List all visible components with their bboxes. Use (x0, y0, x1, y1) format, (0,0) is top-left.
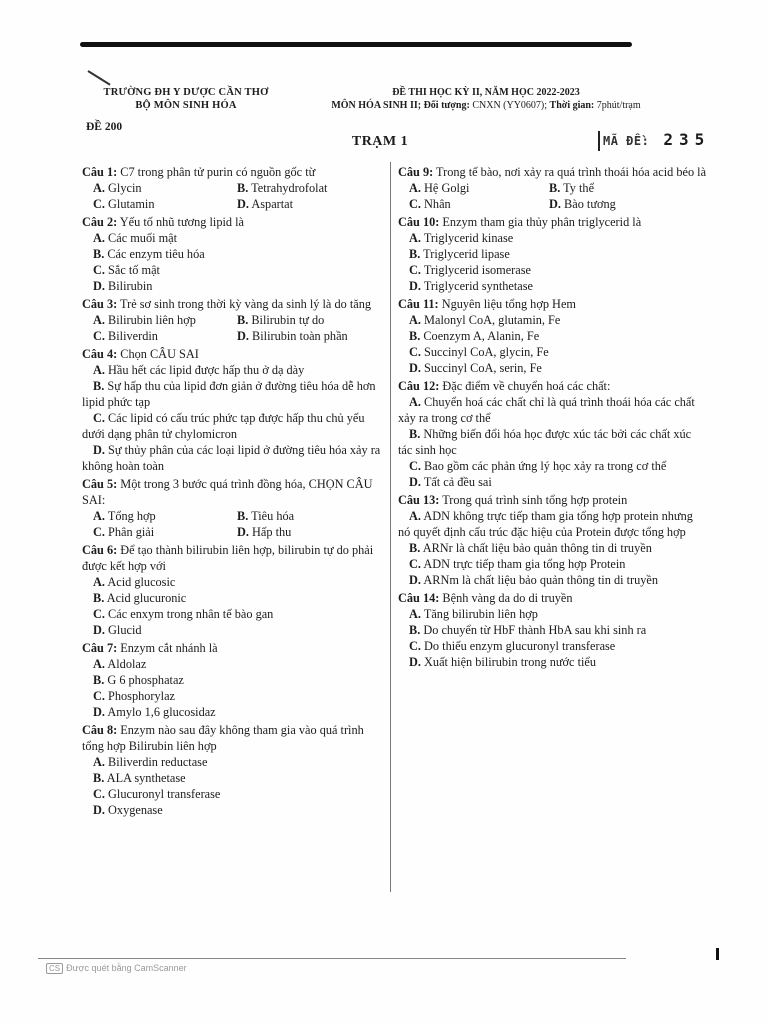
option-b (93, 246, 386, 262)
option-text: Sự thủy phân của các loại lipid ở đường tiêu hóa xảy ra không hoàn toàn (82, 443, 381, 473)
option-a (82, 362, 386, 378)
option-d (237, 196, 386, 212)
column-divider (390, 162, 391, 892)
option-text: Glutamin (108, 197, 155, 211)
option-d (398, 474, 708, 490)
option-b (398, 426, 708, 458)
question-7 (82, 640, 386, 720)
option-letter: A. (93, 231, 105, 245)
option-a (398, 508, 708, 540)
option-letter: B. (409, 329, 421, 343)
station-title: TRẠM 1 (351, 134, 409, 149)
option-c (93, 688, 386, 704)
exam-subtitle (300, 99, 672, 112)
option-c (409, 196, 549, 212)
option-text: Tiêu hóa (251, 509, 295, 523)
option-text: Hấp thu (252, 525, 292, 539)
option-d (409, 654, 708, 670)
option-c (82, 410, 386, 442)
question-text (82, 214, 386, 230)
exam-target-label: Đối tượng: (423, 100, 470, 111)
question-label: Câu 4: (82, 347, 118, 361)
question-12 (398, 378, 708, 490)
option-text: Bilirubin tự do (251, 313, 325, 327)
question-stem: Nguyên liệu tổng hợp Hem (438, 297, 576, 311)
option-d (93, 622, 386, 638)
question-5 (82, 476, 386, 540)
option-text: Do chuyển từ HbF thành HbA sau khi sinh ra (423, 623, 647, 637)
option-text: G 6 phosphataz (107, 673, 184, 687)
option-letter: A. (93, 657, 105, 671)
option-a (93, 574, 386, 590)
option-letter: C. (93, 329, 105, 343)
option-text: Tất cả đều sai (423, 475, 492, 489)
option-c (93, 262, 386, 278)
question-stem: Enzym nào sau đây không tham gia vào quá trình tổng hợp Bilirubin liên hợp (82, 723, 364, 753)
question-8 (82, 722, 386, 818)
answer-list (398, 312, 708, 376)
option-letter: D. (237, 525, 249, 539)
scanner-watermark (46, 963, 187, 974)
option-text: ADN không trực tiếp tham gia tổng hợp protein nhưng nó quyết định cấu trúc đặc hiệu của Protein được tổng hợp (398, 509, 693, 539)
option-text: Aldolaz (107, 657, 147, 671)
option-text: Succinyl CoA, glycin, Fe (424, 345, 549, 359)
option-letter: A. (93, 575, 105, 589)
scanner-text: Được quét bằng CamScanner (66, 963, 187, 973)
question-label: Câu 9: (398, 165, 434, 179)
option-letter: D. (409, 361, 421, 375)
question-text (82, 164, 386, 180)
option-text: Chuyển hoá các chất chỉ là quá trình thoái hóa các chất xảy ra trong cơ thể (398, 395, 695, 425)
option-d (93, 802, 386, 818)
option-letter: D. (409, 475, 421, 489)
option-letter: C. (409, 557, 421, 571)
option-d (409, 360, 708, 376)
option-text: Tetrahydrofolat (251, 181, 328, 195)
question-4 (82, 346, 386, 474)
option-letter: D. (93, 623, 105, 637)
option-letter: D. (93, 279, 105, 293)
option-d (409, 278, 708, 294)
option-letter: B. (237, 313, 249, 327)
option-letter: B. (409, 541, 421, 555)
option-letter: A. (409, 231, 421, 245)
question-label: Câu 5: (82, 477, 118, 491)
answer-list (82, 754, 386, 818)
option-a (93, 656, 386, 672)
option-letter: B. (93, 673, 105, 687)
option-text: Nhân (424, 197, 451, 211)
question-text (82, 640, 386, 656)
exam-code-label: MÃ ĐỀ: (603, 134, 650, 148)
option-text: ADN trực tiếp tham gia tổng hợp Protein (423, 557, 626, 571)
option-text: Amylo 1,6 glucosidaz (107, 705, 216, 719)
question-stem: Trong quá trình sinh tổng hợp protein (439, 493, 628, 507)
option-b (93, 770, 386, 786)
option-text: Các muối mật (108, 231, 178, 245)
option-c (398, 556, 708, 572)
answer-list (82, 230, 386, 294)
question-text (82, 476, 386, 508)
option-text: Glycin (108, 181, 142, 195)
question-6 (82, 542, 386, 638)
option-c (398, 458, 708, 474)
option-c (409, 262, 708, 278)
question-text (398, 164, 708, 180)
option-text: Bilirubin liên hợp (108, 313, 196, 327)
option-letter: B. (409, 427, 421, 441)
option-text: Các enzym tiêu hóa (107, 247, 205, 261)
option-c (93, 524, 237, 540)
option-text: Tăng bilirubin liên hợp (423, 607, 538, 621)
question-text (82, 542, 386, 574)
exam-code-bar (598, 131, 600, 151)
question-label: Câu 12: (398, 379, 440, 393)
option-letter: C. (409, 639, 421, 653)
exam-header (300, 86, 672, 112)
question-stem: Trong tế bào, nơi xảy ra quá trình thoái hóa acid béo là (433, 165, 707, 179)
option-text: Hầu hết các lipid được hấp thu ở dạ dày (108, 363, 305, 377)
option-letter: B. (549, 181, 561, 195)
answer-list (82, 574, 386, 638)
option-letter: A. (409, 313, 421, 327)
option-b (237, 508, 386, 524)
option-text: Aspartat (251, 197, 294, 211)
option-letter: D. (409, 573, 421, 587)
exam-code-value: 235 (663, 130, 711, 149)
exam-time-label: Thời gian: (549, 100, 595, 111)
question-text (398, 214, 708, 230)
option-text: Những biến đổi hóa học được xúc tác bởi các chất xúc tác sinh học (398, 427, 692, 457)
question-13 (398, 492, 708, 588)
option-text: ALA synthetase (106, 771, 186, 785)
option-d (82, 442, 386, 474)
option-text: Sắc tố mật (108, 263, 160, 277)
question-label: Câu 11: (398, 297, 439, 311)
option-b (82, 378, 386, 410)
option-text: Triglycerid kinase (423, 231, 514, 245)
option-letter: C. (93, 689, 105, 703)
option-letter: C. (93, 411, 105, 425)
option-a (93, 180, 237, 196)
option-c (93, 786, 386, 802)
question-stem: Một trong 3 bước quá trình đồng hóa, CHỌN CÂU SAI: (82, 477, 373, 507)
question-label: Câu 8: (82, 723, 118, 737)
option-letter: A. (93, 755, 105, 769)
option-text: Succinyl CoA, serin, Fe (424, 361, 542, 375)
option-c (93, 196, 237, 212)
option-letter: B. (93, 591, 105, 605)
question-text (398, 378, 708, 394)
option-a (409, 180, 549, 196)
option-text: Glucuronyl transferase (108, 787, 221, 801)
option-b (93, 672, 386, 688)
option-letter: A. (409, 181, 421, 195)
option-letter: A. (93, 181, 105, 195)
question-text (82, 722, 386, 754)
left-column (82, 164, 386, 820)
option-letter: C. (93, 263, 105, 277)
option-text: Acid glucosic (107, 575, 176, 589)
exam-target-value: CNXN (YY0607); (469, 100, 550, 111)
answer-list (82, 656, 386, 720)
question-label: Câu 13: (398, 493, 440, 507)
question-label: Câu 1: (82, 165, 118, 179)
option-letter: B. (237, 509, 249, 523)
option-letter: C. (409, 345, 421, 359)
option-b (409, 328, 708, 344)
option-text: Triglycerid isomerase (423, 263, 531, 277)
option-a (93, 508, 237, 524)
option-c (93, 606, 386, 622)
question-stem: Đặc điểm về chuyển hoá các chất: (439, 379, 611, 393)
option-a (93, 754, 386, 770)
option-text: Coenzym A, Alanin, Fe (423, 329, 540, 343)
option-d (237, 524, 386, 540)
question-text (82, 346, 386, 362)
exam-subject: MÔN HÓA SINH II; (331, 100, 424, 111)
question-1 (82, 164, 386, 212)
option-letter: B. (93, 247, 105, 261)
option-letter: D. (237, 197, 249, 211)
option-text: Sự hấp thu của lipid đơn giản ở đường tiêu hóa dễ hơn lipid phức tạp (82, 379, 376, 409)
option-d (237, 328, 386, 344)
option-letter: D. (237, 329, 249, 343)
option-text: Triglycerid lipase (423, 247, 510, 261)
option-text: ARNr là chất liệu bảo quản thông tin di truyền (422, 541, 652, 555)
option-letter: A. (93, 509, 105, 523)
question-stem: Enzym tham gia thủy phân triglycerid là (439, 215, 642, 229)
question-2 (82, 214, 386, 294)
option-text: Xuất hiện bilirubin trong nước tiểu (424, 655, 597, 669)
question-9 (398, 164, 708, 212)
option-b (409, 246, 708, 262)
question-stem: Bệnh vàng da do di truyền (439, 591, 573, 605)
option-a (409, 606, 708, 622)
question-label: Câu 14: (398, 591, 440, 605)
answer-grid (82, 312, 386, 344)
bottom-tick-mark (716, 948, 719, 960)
option-letter: B. (237, 181, 249, 195)
pen-mark (87, 70, 110, 85)
option-b (93, 590, 386, 606)
option-letter: A. (409, 395, 421, 409)
option-a (409, 312, 708, 328)
option-text: Bilirubin (108, 279, 153, 293)
camscanner-icon: CS (46, 963, 63, 974)
option-text: ARNm là chất liệu bảo quản thông tin di truyền (423, 573, 658, 587)
option-letter: D. (93, 803, 105, 817)
answer-grid (82, 180, 386, 212)
question-label: Câu 6: (82, 543, 118, 557)
question-11 (398, 296, 708, 376)
exam-code-box (598, 130, 710, 151)
option-text: Các enxym trong nhân tế bào gan (108, 607, 274, 621)
option-letter: D. (409, 279, 421, 293)
option-letter: A. (93, 313, 105, 327)
option-d (93, 704, 386, 720)
option-text: Bào tương (564, 197, 616, 211)
department-name: BỘ MÔN SINH HÓA (135, 100, 237, 111)
question-stem: Yếu tố nhũ tương lipid là (117, 215, 244, 229)
question-text (398, 492, 708, 508)
option-letter: C. (409, 459, 421, 473)
school-header (86, 86, 286, 112)
option-c (409, 638, 708, 654)
question-stem: Để tạo thành bilirubin liên hợp, bilirubin tự do phải được kết hợp với (82, 543, 374, 573)
question-stem: Enzym cắt nhánh là (117, 641, 218, 655)
option-text: Biliverdin (108, 329, 158, 343)
option-a (93, 230, 386, 246)
question-text (398, 296, 708, 312)
question-text (398, 590, 708, 606)
option-text: Tổng hợp (107, 509, 156, 523)
option-text: Bilirubin toàn phần (252, 329, 348, 343)
option-letter: B. (93, 379, 105, 393)
option-text: Phân giải (108, 525, 155, 539)
option-text: Glucid (108, 623, 142, 637)
option-text: Acid glucuronic (106, 591, 187, 605)
question-3 (82, 296, 386, 344)
option-letter: A. (409, 509, 421, 523)
question-text (82, 296, 386, 312)
option-b (549, 180, 708, 196)
option-letter: A. (93, 363, 105, 377)
exam-title: ĐỀ THI HỌC KỲ II, NĂM HỌC 2022-2023 (392, 87, 580, 98)
option-letter: C. (409, 197, 421, 211)
option-letter: B. (93, 771, 105, 785)
question-stem: C7 trong phân tử purin có nguồn gốc từ (117, 165, 316, 179)
de-label: ĐỀ 200 (86, 121, 123, 133)
option-c (409, 344, 708, 360)
option-letter: A. (409, 607, 421, 621)
question-stem: Trẻ sơ sinh trong thời kỳ vàng da sinh lý là do tăng (117, 297, 372, 311)
option-text: Phosphorylaz (108, 689, 175, 703)
option-letter: C. (409, 263, 421, 277)
option-c (93, 328, 237, 344)
option-a (398, 394, 708, 426)
option-d (549, 196, 708, 212)
question-label: Câu 3: (82, 297, 118, 311)
bottom-rule (38, 958, 626, 959)
answer-list (398, 230, 708, 294)
option-text: Do thiếu enzym glucuronyl transferase (424, 639, 616, 653)
answer-grid (398, 180, 708, 212)
option-text: Malonyl CoA, glutamin, Fe (424, 313, 561, 327)
option-text: Triglycerid synthetase (423, 279, 534, 293)
option-text: Oxygenase (108, 803, 163, 817)
option-b (409, 622, 708, 638)
option-a (93, 312, 237, 328)
option-letter: C. (93, 787, 105, 801)
option-text: Các lipid có cấu trúc phức tạp được hấp thu chủ yếu dưới dạng phân tử chylomicron (82, 411, 365, 441)
option-d (93, 278, 386, 294)
option-b (398, 540, 708, 556)
option-letter: D. (93, 705, 105, 719)
option-b (237, 180, 386, 196)
question-label: Câu 7: (82, 641, 118, 655)
option-text: Hệ Golgi (424, 181, 470, 195)
exam-time-value: 7phút/trạm (594, 100, 641, 111)
option-text: Biliverdin reductase (108, 755, 208, 769)
option-letter: D. (409, 655, 421, 669)
option-a (409, 230, 708, 246)
option-letter: C. (93, 525, 105, 539)
question-label: Câu 10: (398, 215, 440, 229)
option-letter: C. (93, 607, 105, 621)
question-label: Câu 2: (82, 215, 118, 229)
answer-list (398, 606, 708, 670)
option-letter: B. (409, 247, 421, 261)
option-letter: B. (409, 623, 421, 637)
right-column (398, 164, 708, 672)
option-text: Bao gồm các phản ứng lý học xảy ra trong cơ thể (424, 459, 667, 473)
question-14 (398, 590, 708, 670)
top-rule (80, 42, 632, 47)
option-d (398, 572, 708, 588)
option-letter: C. (93, 197, 105, 211)
question-stem: Chọn CÂU SAI (117, 347, 199, 361)
school-name: TRƯỜNG ĐH Y DƯỢC CẦN THƠ (103, 87, 269, 98)
question-10 (398, 214, 708, 294)
option-letter: D. (549, 197, 561, 211)
option-letter: D. (93, 443, 105, 457)
answer-grid (82, 508, 386, 540)
option-text: Ty thể (563, 181, 595, 195)
option-b (237, 312, 386, 328)
